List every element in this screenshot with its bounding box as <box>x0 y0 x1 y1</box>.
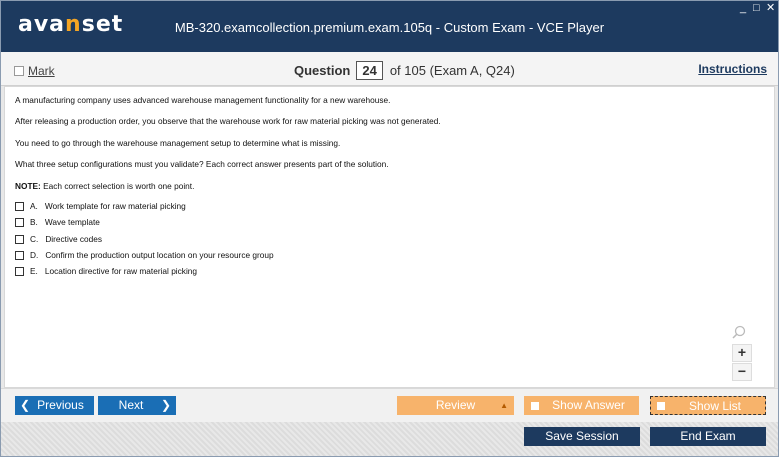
chevron-left-icon: ❮ <box>20 398 31 412</box>
option-checkbox-icon[interactable] <box>15 218 24 227</box>
close-icon[interactable]: ✕ <box>766 2 776 14</box>
window-title: MB-320.examcollection.premium.exam.105q - Custom Exam - VCE Player <box>174 20 605 35</box>
question-number-input[interactable]: 24 <box>356 61 382 80</box>
question-header <box>1 52 778 86</box>
next-label: Next <box>118 398 144 412</box>
mark-label[interactable]: Mark <box>28 64 55 78</box>
option-text[interactable]: Wave template <box>44 217 100 227</box>
question-word: Question <box>294 63 351 78</box>
show-list-button[interactable] <box>650 396 766 415</box>
option-checkbox-icon[interactable] <box>15 235 24 244</box>
title-bar <box>1 1 778 52</box>
show-answer-button[interactable] <box>524 396 639 415</box>
option-text[interactable]: Work template for raw material picking <box>44 201 186 211</box>
option-text[interactable]: Location directive for raw material picking <box>44 266 198 276</box>
avanset-logo: avanset <box>18 12 124 37</box>
option-text[interactable]: Confirm the production output location on your resource group <box>45 250 274 260</box>
show-answer-label: Show Answer <box>552 398 625 412</box>
previous-label: Previous <box>37 398 84 412</box>
end-exam-button[interactable]: End Exam <box>650 427 766 446</box>
option-letter: A. <box>30 201 38 211</box>
answer-option-e[interactable] <box>15 266 197 276</box>
minimize-icon[interactable]: _ <box>740 2 747 14</box>
checkbox-icon[interactable] <box>14 66 24 76</box>
checkbox-icon[interactable] <box>531 402 539 410</box>
instructions-link[interactable]: Instructions <box>698 62 767 76</box>
zoom-in-button[interactable]: + <box>732 344 752 362</box>
previous-button[interactable] <box>15 396 94 415</box>
question-note <box>15 181 194 191</box>
save-session-button[interactable]: Save Session <box>524 427 640 446</box>
answer-option-d[interactable] <box>15 250 274 260</box>
answer-option-c[interactable] <box>15 234 102 244</box>
note-label: NOTE: <box>15 181 41 191</box>
option-checkbox-icon[interactable] <box>15 267 24 276</box>
review-label: Review <box>435 398 476 412</box>
maximize-icon[interactable]: □ <box>753 2 760 14</box>
option-letter: D. <box>30 250 39 260</box>
question-line: After releasing a production order, you observe that the warehouse work for raw material picking was not generated. <box>15 116 441 126</box>
session-bar <box>1 422 778 456</box>
option-checkbox-icon[interactable] <box>15 251 24 260</box>
question-of-text: of 105 (Exam A, Q24) <box>389 63 515 78</box>
chevron-right-icon: ❯ <box>160 398 171 412</box>
zoom-out-button[interactable]: − <box>732 363 752 381</box>
checkbox-icon[interactable] <box>657 402 665 410</box>
question-line: A manufacturing company uses advanced warehouse management functionality for a new warehouse. <box>15 95 391 105</box>
review-button[interactable] <box>397 396 514 415</box>
next-button[interactable] <box>98 396 176 415</box>
option-letter: E. <box>30 266 38 276</box>
note-text: Each correct selection is worth one point. <box>43 181 195 191</box>
option-text[interactable]: Directive codes <box>45 234 103 244</box>
magnifier-icon <box>732 325 746 339</box>
navigation-bar <box>1 388 778 422</box>
show-list-label: Show List <box>688 399 742 413</box>
answer-option-a[interactable] <box>15 201 186 211</box>
option-letter: C. <box>30 234 39 244</box>
option-letter: B. <box>30 217 38 227</box>
triangle-up-icon: ▲ <box>500 401 508 410</box>
question-panel <box>4 86 775 388</box>
option-checkbox-icon[interactable] <box>15 202 24 211</box>
question-counter <box>294 61 515 80</box>
question-line: What three setup configurations must you validate? Each correct answer presents part of the solution. <box>15 159 389 169</box>
mark-checkbox[interactable] <box>14 64 55 78</box>
answer-option-b[interactable] <box>15 217 100 227</box>
question-line: You need to go through the warehouse management setup to determine what is missing. <box>15 138 341 148</box>
